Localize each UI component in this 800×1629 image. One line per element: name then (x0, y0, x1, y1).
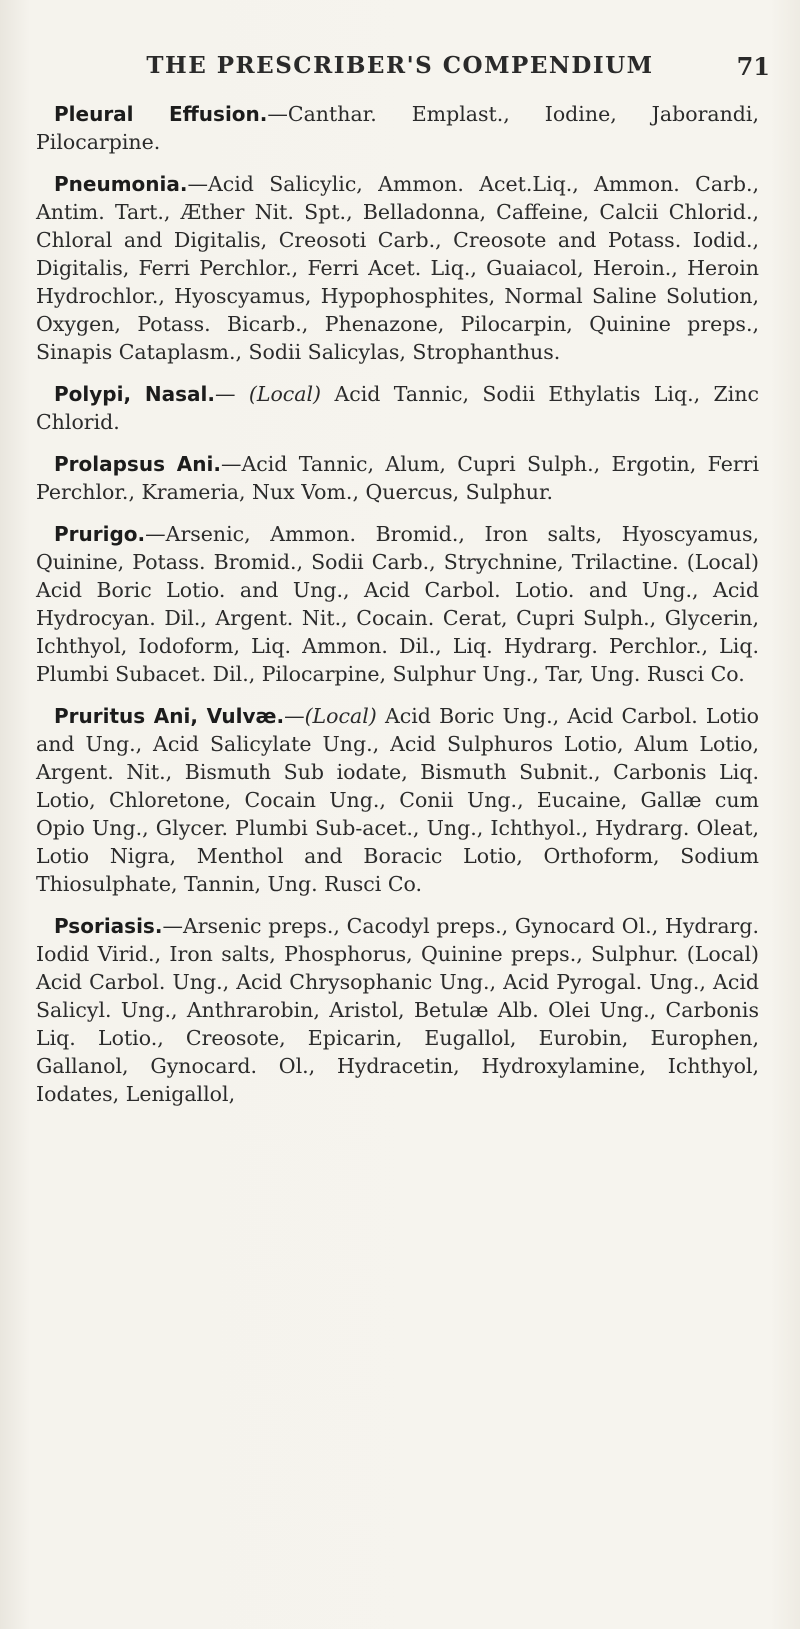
entry-text: Acid Salicylic, Ammon. Acet.Liq., Ammon. Carb., Antim. Tart., Æther Nit. Spt., Belladonna, Caffeine, Calcii Chlorid., Chloral and Digitalis, Creosoti Carb., Creosote and Potass. Iodid., Digitalis, Ferri Perchlor., Ferri Acet. Liq., Guaiacol, Heroin., Heroin Hydrochlor., Hyoscyamus, Hypophosphites, Normal Saline Solution, Oxygen, Potass. Bicarb., Phenazone, Pilocarpin, Quinine preps., Sinapis Cataplasm., Sodii Salicylas, Strophanthus. (36, 172, 759, 364)
entry-list (36, 100, 759, 1122)
page-header (30, 52, 770, 92)
entry-qualifier: (Local) (248, 382, 322, 406)
entry-text: Acid Boric Ung., Acid Carbol. Lotio and Ung., Acid Salicylate Ung., Acid Sulphuros Lotio, Alum Lotio, Argent. Nit., Bismuth Sub iodate, Bismuth Subnit., Carbonis Liq. Lotio, Chloretone, Cocain Ung., Conii Ung., Eucaine, Gallæ cum Opio Ung., Glycer. Plumbi Sub-acet., Ung., Ichthyol., Hydrarg. Oleat, Lotio Nigra, Menthol and Boracic Lotio, Orthoform, Sodium Thiosulphate, Tannin, Ung. Rusci Co. (36, 704, 759, 896)
entry-prolapsus-ani: Prolapsus Ani.—Acid Tannic, Alum, Cupri Sulph., Ergotin, Ferri Perchlor., Krameria, Nux Vom., Quercus, Sulphur. (36, 452, 759, 504)
running-title: THE PRESCRIBER'S COMPENDIUM (146, 52, 654, 79)
entry-pruritus-ani-vulvae: Pruritus Ani, Vulvæ.—(Local) Acid Boric Ung., Acid Carbol. Lotio and Ung., Acid Salicylate Ung., Acid Sulphuros Lotio, Alum Lotio, Argent. Nit., Bismuth Sub iodate, Bismuth Subnit., Carbonis Liq. Lotio, Chloretone, Cocain Ung., Conii Ung., Eucaine, Gallæ cum Opio Ung., Glycer. Plumbi Sub-acet., Ung., Ichthyol., Hydrarg. Oleat, Lotio Nigra, Menthol and Boracic Lotio, Orthoform, Sodium Thiosulphate, Tannin, Ung. Rusci Co. (36, 704, 759, 896)
entry-pneumonia: Pneumonia.—Acid Salicylic, Ammon. Acet.Liq., Ammon. Carb., Antim. Tart., Æther Nit. Spt., Belladonna, Caffeine, Calcii Chlorid., Chloral and Digitalis, Creosoti Carb., Creosote and Potass. Iodid., Digitalis, Ferri Perchlor., Ferri Acet. Liq., Guaiacol, Heroin., Heroin Hydrochlor., Hyoscyamus, Hypophosphites, Normal Saline Solution, Oxygen, Potass. Bicarb., Phenazone, Pilocarpin, Quinine preps., Sinapis Cataplasm., Sodii Salicylas, Strophanthus. (36, 172, 759, 364)
entry-text: Arsenic preps., Cacodyl preps., Gynocard Ol., Hydrarg. Iodid Virid., Iron salts, Phosphorus, Quinine preps., Sulphur. (Local) Acid Carbol. Ung., Acid Chrysophanic Ung., Acid Pyrogal. Ung., Acid Salicyl. Ung., Anthrarobin, Aristol, Betulæ Alb. Olei Ung., Carbonis Liq. Lotio., Creosote, Epicarin, Eugallol, Eurobin, Europhen, Gallanol, Gynocard. Ol., Hydracetin, Hydroxylamine, Ichthyol, Iodates, Lenigallol, (36, 914, 759, 1106)
entry-term: Pneumonia. (54, 172, 188, 196)
entry-text: Canthar. Emplast., Iodine, Jaborandi, Pilocarpine. (36, 102, 760, 154)
entry-term: Prolapsus Ani. (54, 452, 221, 476)
page-number: 71 (736, 52, 770, 81)
entry-term: Polypi, Nasal. (54, 382, 215, 406)
entry-polypi-nasal: Polypi, Nasal.— (Local) Acid Tannic, Sodii Ethylatis Liq., Zinc Chlorid. (36, 382, 759, 434)
entry-term: Psoriasis. (54, 914, 163, 938)
entry-term: Pleural Effusion. (54, 102, 268, 126)
entry-text: Acid Tannic, Sodii Ethylatis Liq., Zinc Chlorid. (36, 382, 759, 434)
entry-prurigo: Prurigo.—Arsenic, Ammon. Bromid., Iron salts, Hyoscyamus, Quinine, Potass. Bromid., Sodii Carb., Strychnine, Trilactine. (Local) Acid Boric Lotio. and Ung., Acid Carbol. Lotio. and Ung., Acid Hydrocyan. Dil., Argent. Nit., Cocain. Cerat, Cupri Sulph., Glycerin, Ichthyol, Iodoform, Liq. Ammon. Dil., Liq. Hydrarg. Perchlor., Liq. Plumbi Subacet. Dil., Pilocarpine, Sulphur Ung., Tar, Ung. Rusci Co. (36, 522, 759, 686)
entry-pleural-effusion: Pleural Effusion.—Canthar. Emplast., Iodine, Jaborandi, Pilocarpine. (36, 102, 760, 154)
entry-text: Acid Tannic, Alum, Cupri Sulph., Ergotin, Ferri Perchlor., Krameria, Nux Vom., Quercus, Sulphur. (36, 452, 759, 504)
entry-psoriasis: Psoriasis.—Arsenic preps., Cacodyl preps., Gynocard Ol., Hydrarg. Iodid Virid., Iron salts, Phosphorus, Quinine preps., Sulphur. (Local) Acid Carbol. Ung., Acid Chrysophanic Ung., Acid Pyrogal. Ung., Acid Salicyl. Ung., Anthrarobin, Aristol, Betulæ Alb. Olei Ung., Carbonis Liq. Lotio., Creosote, Epicarin, Eugallol, Eurobin, Europhen, Gallanol, Gynocard. Ol., Hydracetin, Hydroxylamine, Ichthyol, Iodates, Lenigallol, (36, 914, 759, 1106)
entry-term: Prurigo. (54, 522, 146, 546)
entry-term: Pruritus Ani, Vulvæ. (54, 704, 285, 728)
entry-text: Arsenic, Ammon. Bromid., Iron salts, Hyoscyamus, Quinine, Potass. Bromid., Sodii Carb., Strychnine, Trilactine. (Local) Acid Boric Lotio. and Ung., Acid Carbol. Lotio. and Ung., Acid Hydrocyan. Dil., Argent. Nit., Cocain. Cerat, Cupri Sulph., Glycerin, Ichthyol, Iodoform, Liq. Ammon. Dil., Liq. Hydrarg. Perchlor., Liq. Plumbi Subacet. Dil., Pilocarpine, Sulphur Ung., Tar, Ung. Rusci Co. (36, 522, 759, 686)
entry-qualifier: (Local) (304, 704, 377, 728)
